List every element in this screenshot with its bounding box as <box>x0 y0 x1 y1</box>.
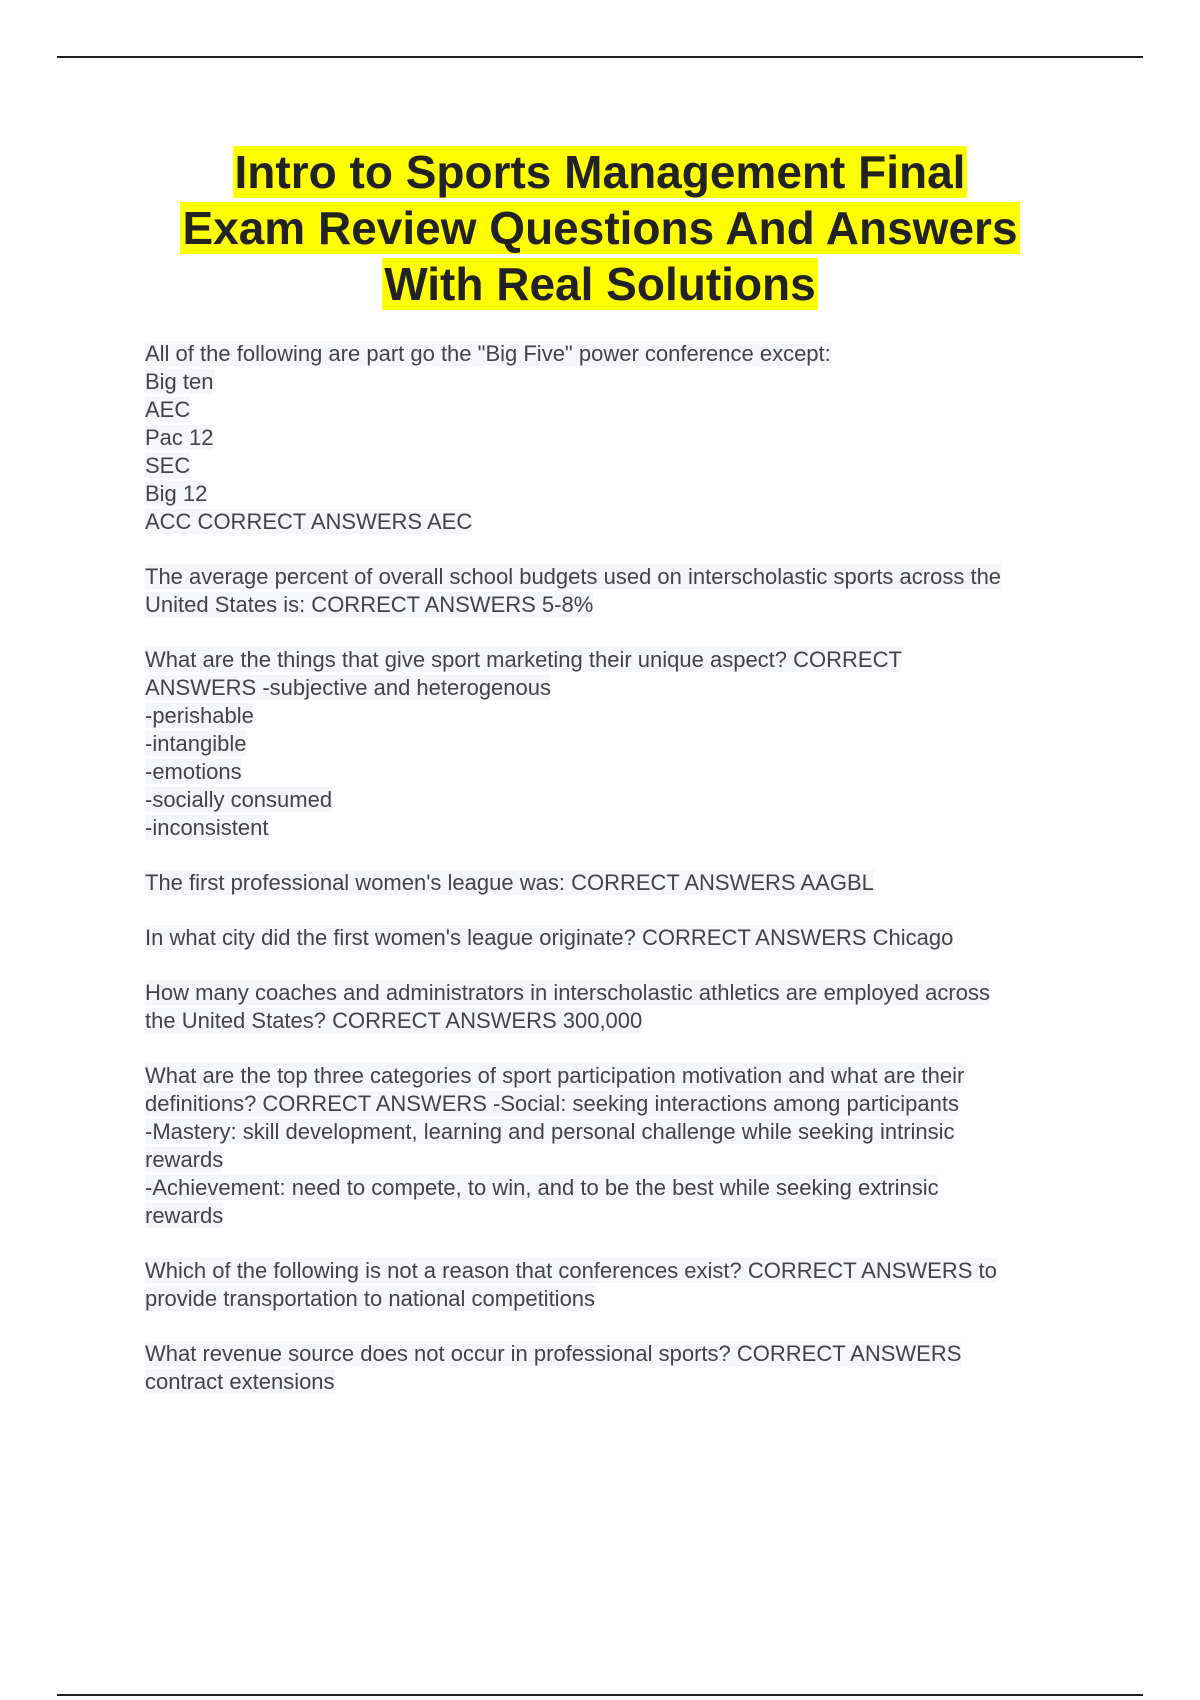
qa-text: What are the top three categories of sport participation motivation and what are their <box>145 1063 965 1088</box>
qa-text: -intangible <box>145 731 247 756</box>
qa-text: rewards <box>145 1147 224 1172</box>
top-rule <box>57 56 1143 58</box>
qa-text: All of the following are part go the "Big Five" power conference except: <box>145 341 831 366</box>
qa-text: the United States? CORRECT ANSWERS 300,000 <box>145 1008 643 1033</box>
qa-text: SEC <box>145 453 191 478</box>
title-line-2 <box>120 200 1080 256</box>
qa-text: What are the things that give sport marketing their unique aspect? CORRECT <box>145 647 902 672</box>
qa-text: -socially consumed <box>145 787 333 812</box>
qa-item-3 <box>145 646 1095 842</box>
qa-line <box>145 786 1095 814</box>
qa-text: definitions? CORRECT ANSWERS -Social: seeking interactions among participants <box>145 1091 959 1116</box>
qa-line <box>145 702 1095 730</box>
qa-line <box>145 1174 1095 1202</box>
qa-text: Big 12 <box>145 481 208 506</box>
qa-text: ANSWERS -subjective and heterogenous <box>145 675 551 700</box>
qa-item-5 <box>145 924 1095 952</box>
qa-line <box>145 480 1095 508</box>
qa-line <box>145 979 1095 1007</box>
qa-line <box>145 591 1095 619</box>
qa-line <box>145 1368 1095 1396</box>
qa-line <box>145 730 1095 758</box>
qa-line <box>145 1007 1095 1035</box>
qa-item-2 <box>145 563 1095 619</box>
qa-line <box>145 340 1095 368</box>
qa-text: Pac 12 <box>145 425 214 450</box>
qa-line <box>145 814 1095 842</box>
qa-item-4 <box>145 869 1095 897</box>
qa-text: ACC CORRECT ANSWERS AEC <box>145 509 473 534</box>
qa-line <box>145 563 1095 591</box>
qa-text: contract extensions <box>145 1369 335 1394</box>
qa-text: -inconsistent <box>145 815 269 840</box>
qa-text: -emotions <box>145 759 242 784</box>
qa-text: provide transportation to national competitions <box>145 1286 596 1311</box>
qa-line <box>145 758 1095 786</box>
qa-text: rewards <box>145 1203 224 1228</box>
qa-line <box>145 1340 1095 1368</box>
qa-line <box>145 424 1095 452</box>
qa-line <box>145 924 1095 952</box>
qa-text: Which of the following is not a reason that conferences exist? CORRECT ANSWERS to <box>145 1258 997 1283</box>
title-text-3: With Real Solutions <box>384 258 816 310</box>
title-line-1 <box>120 144 1080 200</box>
qa-item-6 <box>145 979 1095 1035</box>
qa-text: What revenue source does not occur in professional sports? CORRECT ANSWERS <box>145 1341 962 1366</box>
document-title <box>120 144 1080 312</box>
qa-line <box>145 1090 1095 1118</box>
qa-line <box>145 1202 1095 1230</box>
qa-text: Big ten <box>145 369 214 394</box>
qa-item-1 <box>145 340 1095 536</box>
qa-line <box>145 869 1095 897</box>
qa-item-8 <box>145 1257 1095 1313</box>
qa-text: -Achievement: need to compete, to win, and to be the best while seeking extrinsic <box>145 1175 939 1200</box>
qa-text: -perishable <box>145 703 254 728</box>
title-text-2: Exam Review Questions And Answers <box>182 202 1018 254</box>
title-line-3 <box>120 256 1080 312</box>
qa-line <box>145 646 1095 674</box>
qa-line <box>145 674 1095 702</box>
bottom-rule <box>57 1694 1143 1696</box>
qa-text: AEC <box>145 397 191 422</box>
qa-item-9 <box>145 1340 1095 1396</box>
qa-text: The average percent of overall school budgets used on interscholastic sports across the <box>145 564 1002 589</box>
qa-line <box>145 508 1095 536</box>
qa-list <box>145 340 1095 1423</box>
qa-text: The first professional women's league was: CORRECT ANSWERS AAGBL <box>145 870 874 895</box>
qa-line <box>145 1118 1095 1146</box>
qa-line <box>145 368 1095 396</box>
qa-line <box>145 1062 1095 1090</box>
qa-text: In what city did the first women's league originate? CORRECT ANSWERS Chicago <box>145 925 954 950</box>
qa-item-7 <box>145 1062 1095 1230</box>
qa-line <box>145 452 1095 480</box>
qa-text: How many coaches and administrators in interscholastic athletics are employed across <box>145 980 990 1005</box>
qa-line <box>145 396 1095 424</box>
qa-text: United States is: CORRECT ANSWERS 5-8% <box>145 592 594 617</box>
qa-text: -Mastery: skill development, learning and personal challenge while seeking intrinsic <box>145 1119 955 1144</box>
qa-line <box>145 1146 1095 1174</box>
qa-line <box>145 1285 1095 1313</box>
title-text-1: Intro to Sports Management Final <box>234 146 966 198</box>
qa-line <box>145 1257 1095 1285</box>
